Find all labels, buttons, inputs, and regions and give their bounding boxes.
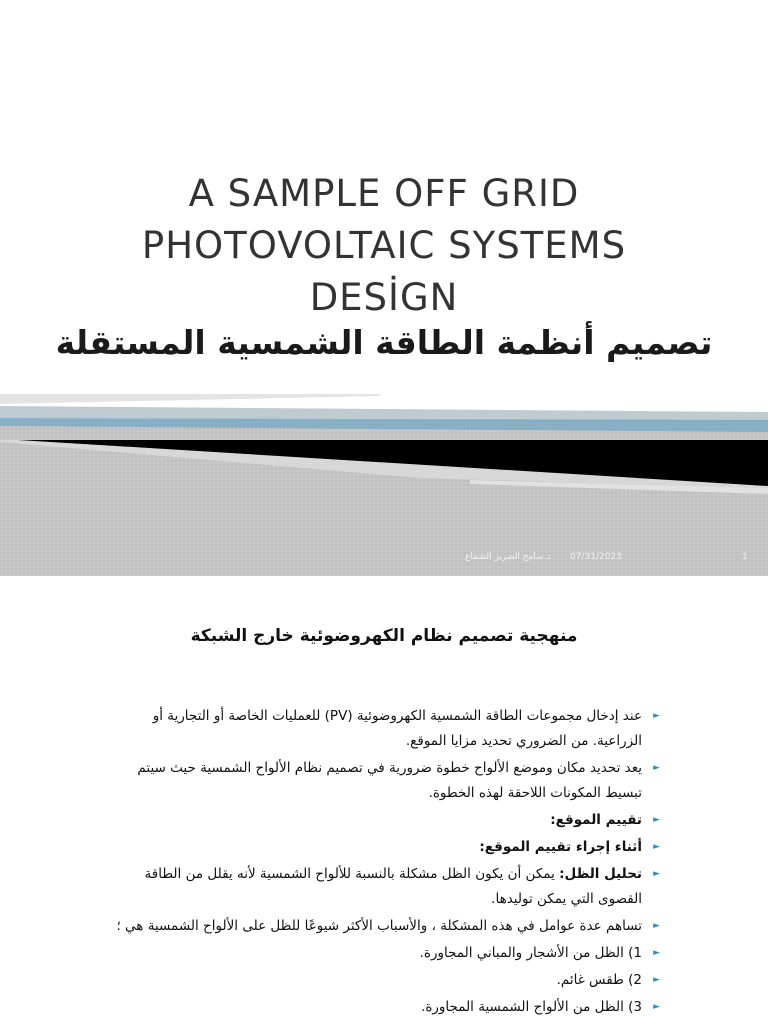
slide-title: منهجية تصميم نظام الكهروضوئية خارج الشبكة xyxy=(190,626,578,646)
title-english xyxy=(0,168,768,324)
footer-author: د.سامح الضرير الشماع xyxy=(465,552,551,562)
bullet-text: تساهم عدة عوامل في هذه المشكلة ، والأسباب الأكثر شيوعًا للظل على الألواح الشمسية هي ؛ xyxy=(116,918,642,934)
title-line-1: A SAMPLE OFF GRID xyxy=(188,172,580,215)
title-arabic: تصميم أنظمة الطاقة الشمسية المستقلة xyxy=(55,323,713,362)
triangle-right-icon: ► xyxy=(653,711,660,721)
triangle-right-icon: ► xyxy=(653,842,660,852)
title-line-3: DESİGN xyxy=(309,276,459,319)
bullet-text: 1) الظل من الأشجار والمباني المجاورة. xyxy=(419,945,642,961)
bullet-item xyxy=(100,914,660,939)
title-line-2: PHOTOVOLTAIC SYSTEMS xyxy=(141,224,627,267)
bullet-bold: أثناء إجراء تقييم الموقع: xyxy=(479,839,642,855)
bullet-item xyxy=(100,941,660,966)
bullet-item xyxy=(100,995,660,1020)
bullet-bold: تقييم الموقع: xyxy=(550,812,642,828)
bullet-bold: تحليل الظل: xyxy=(559,866,642,882)
bullet-item xyxy=(100,862,660,912)
triangle-right-icon: ► xyxy=(653,921,660,931)
bullet-list xyxy=(100,704,660,1022)
bullet-text: 3) الظل من الألواح الشمسية المجاورة. xyxy=(421,999,642,1015)
triangle-right-icon: ► xyxy=(653,975,660,985)
bullet-item xyxy=(100,704,660,754)
slide-number: 1 xyxy=(742,552,748,562)
bullet-item xyxy=(100,756,660,806)
triangle-right-icon: ► xyxy=(653,948,660,958)
content-slide xyxy=(0,600,768,1024)
decorative-banner xyxy=(0,380,768,576)
bullet-text: يعد تحديد مكان وموضع الألواح خطوة ضرورية في تصميم نظام الألواح الشمسية حيث سيتم تبسيط المكونات اللاحقة لهذه الخطوة. xyxy=(137,760,642,801)
bullet-item xyxy=(100,835,660,860)
triangle-right-icon: ► xyxy=(653,869,660,879)
bullet-text: عند إدخال مجموعات الطاقة الشمسية الكهروضوئية (PV) للعمليات الخاصة أو التجارية أو الزراعية. من الضروري تحديد مزايا الموقع. xyxy=(152,708,642,749)
bullet-text: يمكن أن يكون الظل مشكلة بالنسبة للألواح الشمسية لأنه يقلل من الطاقة القصوى التي يمكن توليدها. xyxy=(144,866,642,907)
bullet-item xyxy=(100,968,660,993)
bullet-text: 2) طقس غائم. xyxy=(556,972,642,988)
triangle-right-icon: ► xyxy=(653,763,660,773)
bullet-item xyxy=(100,808,660,833)
triangle-right-icon: ► xyxy=(653,815,660,825)
footer-date: 07/31/2023 xyxy=(570,552,622,562)
triangle-right-icon: ► xyxy=(653,1002,660,1012)
